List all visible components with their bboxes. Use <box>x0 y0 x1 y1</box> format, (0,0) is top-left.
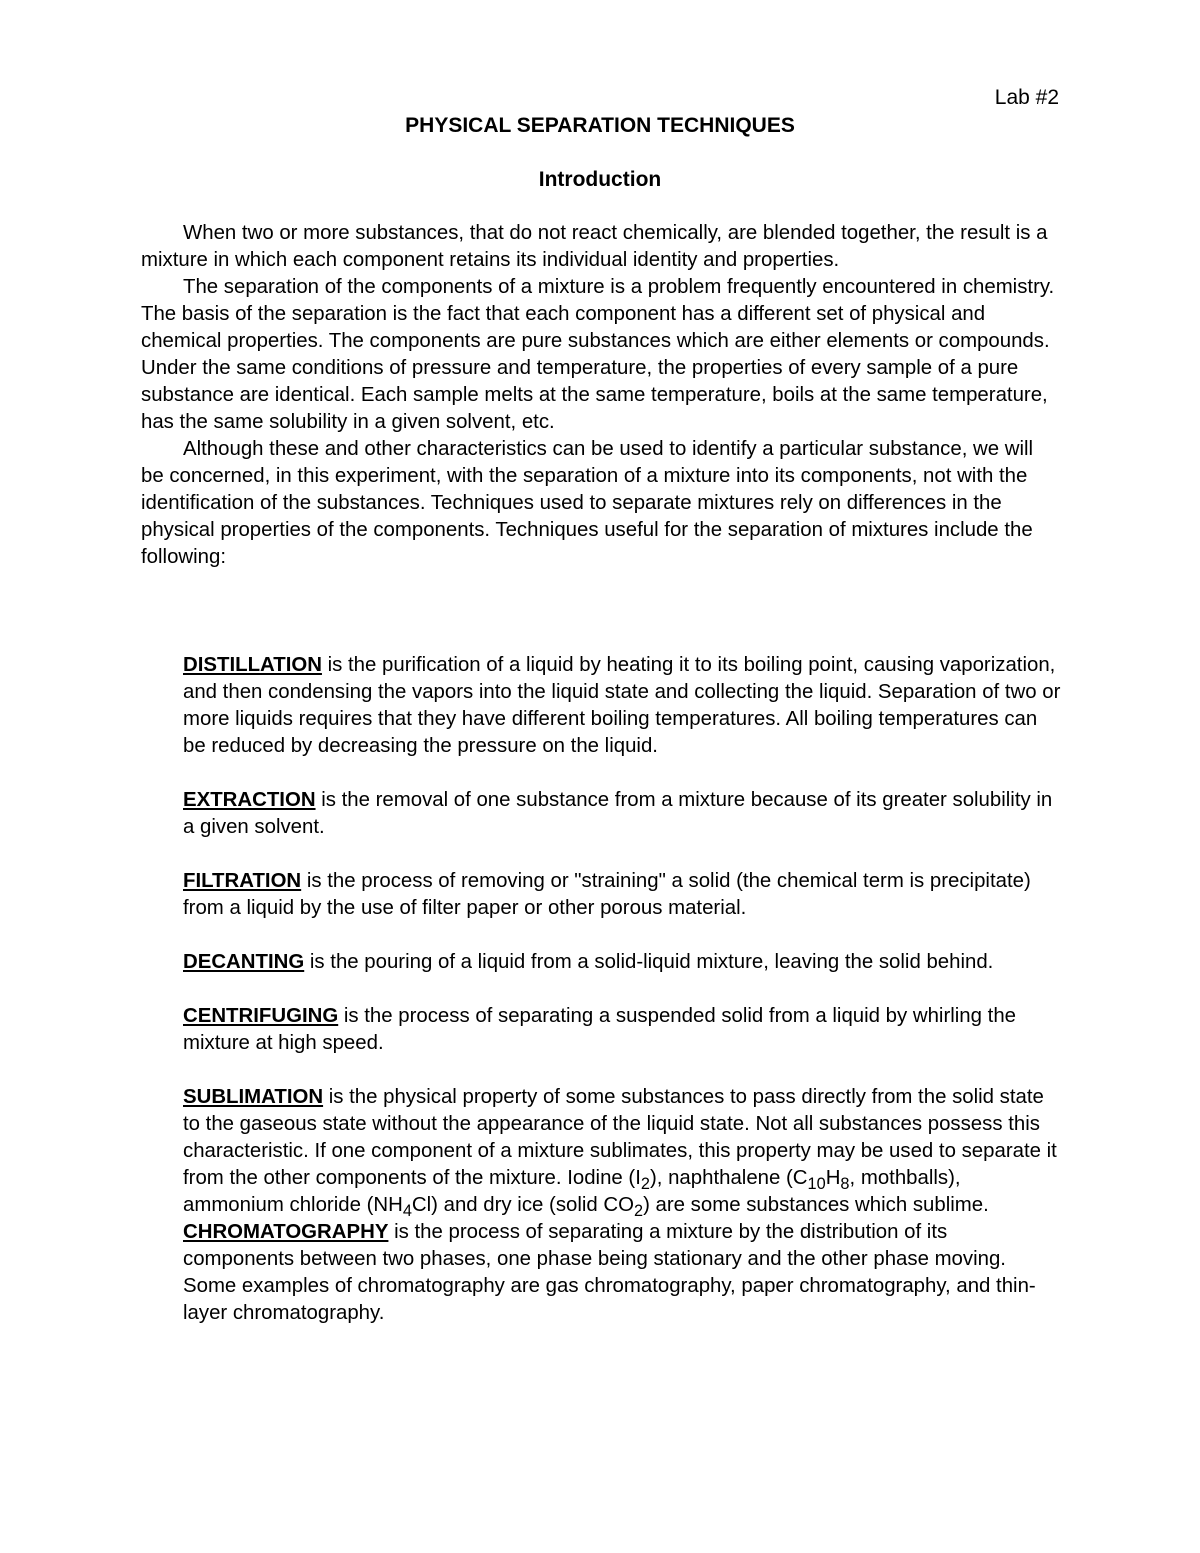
definition-filtration: is the process of removing or "straining" a solid (the chemical term is precipitate) from a liquid by the use of filter paper or other porous material. <box>183 870 1031 919</box>
technique-sublimation <box>183 1084 1063 1219</box>
term-chromatography: CHROMATOGRAPHY <box>183 1221 389 1243</box>
subscript: 2 <box>640 1175 650 1193</box>
lab-number: Lab #2 <box>994 86 1059 109</box>
definition-decanting: is the pouring of a liquid from a solid-liquid mixture, leaving the solid behind. <box>304 951 994 973</box>
technique-extraction <box>183 787 1063 841</box>
definition-sublimation-part-f: ) are some substances which sublime. <box>643 1194 989 1216</box>
technique-decanting <box>183 949 1063 976</box>
page-title: PHYSICAL SEPARATION TECHNIQUES <box>405 114 795 137</box>
definition-sublimation-part-a: is the physical property of some substances to pass directly from the solid state to the gaseous state without the appearance of the liquid state. Not all substances possess this characteristic. If one component of a mixture sublimates, this property may be used to separate it from the other components of the mixture. Iodine (I <box>183 1086 1057 1189</box>
definition-centrifuging: is the process of separating a suspended solid from a liquid by whirling the mixture at high speed. <box>183 1005 1017 1054</box>
subscript: 4 <box>402 1202 412 1220</box>
technique-distillation <box>183 652 1063 760</box>
intro-paragraph-3: Although these and other characteristics can be used to identify a particular substance, we will be concerned, in this experiment, with the separation of a mixture into its components, not with the identification of the substances. Techniques used to separate mixtures rely on differences in the physical properties of the components. Techniques useful for the separation of mixtures include the following: <box>141 438 1034 568</box>
definition-sublimation-part-c: H <box>825 1167 841 1189</box>
subscript: 10 <box>807 1175 826 1193</box>
introduction-section <box>141 220 1061 571</box>
definition-extraction: is the removal of one substance from a mixture because of its greater solubility in a given solvent. <box>183 789 1053 838</box>
definition-chromatography: is the process of separating a mixture by the distribution of its components between two phases, one phase being stationary and the other phase moving. Some examples of chromatography are gas chromatography, paper chromatography, and thin-layer chromatography. <box>183 1221 1036 1324</box>
definition-sublimation-part-d: , mothballs), ammonium chloride (NH <box>183 1167 961 1216</box>
techniques-list <box>183 652 1063 1354</box>
term-decanting: DECANTING <box>183 951 305 973</box>
intro-paragraph-1: When two or more substances, that do not react chemically, are blended together, the result is a mixture in which each component retains its individual identity and properties. <box>141 222 1048 271</box>
subscript: 2 <box>634 1202 644 1220</box>
term-distillation: DISTILLATION <box>183 654 322 676</box>
technique-filtration <box>183 868 1063 922</box>
definition-sublimation-part-b: ), naphthalene (C <box>649 1167 808 1189</box>
definition-distillation: is the purification of a liquid by heating it to its boiling point, causing vaporization, and then condensing the vapors into the liquid state and collecting the liquid. Separation of two or more liquids requires that they have different boiling temperatures. All boiling temperatures can be reduced by decreasing the pressure on the liquid. <box>183 654 1061 757</box>
section-heading: Introduction <box>538 168 662 191</box>
technique-centrifuging <box>183 1003 1063 1057</box>
term-centrifuging: CENTRIFUGING <box>183 1005 339 1027</box>
intro-paragraph-2: The separation of the components of a mixture is a problem frequently encountered in chemistry. The basis of the separation is the fact that each component has a different set of physical and chemical properties. The components are pure substances which are either elements or compounds. Under the same conditions of pressure and temperature, the properties of every sample of a pure substance are identical. Each sample melts at the same temperature, boils at the same temperature, has the same solubility in a given solvent, etc. <box>141 276 1055 433</box>
term-filtration: FILTRATION <box>183 870 302 892</box>
subscript: 8 <box>840 1175 850 1193</box>
technique-chromatography <box>183 1219 1063 1327</box>
term-sublimation: SUBLIMATION <box>183 1086 324 1108</box>
term-extraction: EXTRACTION <box>183 789 316 811</box>
definition-sublimation-part-e: Cl) and dry ice (solid CO <box>411 1194 635 1216</box>
